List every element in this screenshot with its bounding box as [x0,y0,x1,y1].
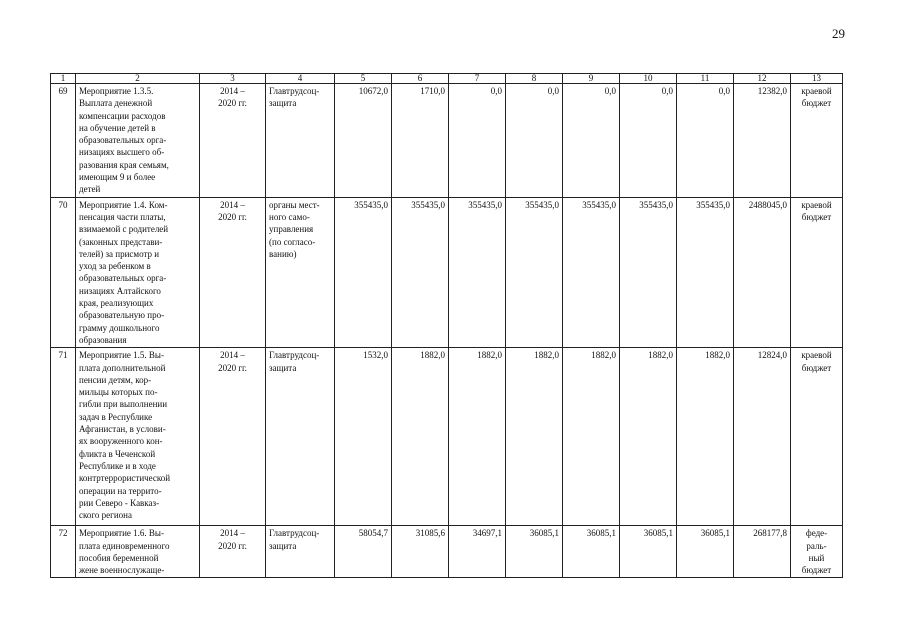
measure-description-line: (законных представи- [79,236,163,247]
column-header: 3 [200,74,266,84]
measure-description-line: имеющим 9 и более [79,172,156,183]
value-cell: 1532,0 [335,348,392,526]
measure-description [76,348,200,526]
measure-description-line: разования края семьям, [79,159,169,170]
executor-line: защита [269,540,297,551]
period-line: 2020 гг. [218,98,247,109]
table-row [51,526,843,578]
value-cell: 2488045,0 [734,197,791,348]
measure-description-line: телей) за присмотр и [79,248,160,259]
table-body [51,74,843,578]
period-line: 2014 – [220,350,245,361]
measure-description-line: образования [79,334,127,345]
measure-description-line: образовательных орга- [79,273,167,284]
executor [266,84,335,198]
measure-description-line: низациях Алтайского [79,285,161,296]
funding-source [791,84,843,198]
executor-line: управления [269,224,314,235]
executor-line: ного само- [269,211,310,222]
measure-description-line: взимаемой с родителей [79,224,169,235]
measure-description-line: Республике и в ходе [79,460,156,471]
period-line: 2020 гг. [218,362,247,373]
period-line: 2014 – [220,86,245,96]
value-cell: 36085,1 [506,526,563,578]
value-cell: 36085,1 [677,526,734,578]
measure-description-line: образовательных орга- [79,135,167,146]
funding-source-line: феде- [805,528,828,539]
value-cell: 58054,7 [335,526,392,578]
column-header: 1 [51,74,76,84]
measure-description [76,526,200,578]
measure-description-line: Мероприятие 1.3.5. [79,86,154,96]
measure-description-line: гибли при выполнении [79,399,168,410]
measure-description-line: операции на террито- [79,485,162,496]
value-cell: 12824,0 [734,348,791,526]
value-cell: 10672,0 [335,84,392,198]
measure-description-line: грамму дошкольного [79,322,160,333]
measure-description-line: рии Северо - Кавказ- [79,497,160,508]
period-line: 2020 гг. [218,540,247,551]
value-cell: 1882,0 [506,348,563,526]
column-header: 6 [392,74,449,84]
period [200,526,266,578]
measure-description-line: Афганистан, в услови- [79,424,166,435]
executor-line: Главтрудсоц- [269,86,320,96]
funding-source-line: бюджет [801,565,832,576]
value-cell: 0,0 [677,84,734,198]
value-cell: 36085,1 [620,526,677,578]
value-cell: 1882,0 [449,348,506,526]
period [200,197,266,348]
measure-description [76,84,200,198]
column-header: 11 [677,74,734,84]
column-header: 8 [506,74,563,84]
measure-description-line: мильцы которых по- [79,387,158,398]
measure-description-line: Мероприятие 1.4. Ком- [79,199,168,210]
value-cell: 1882,0 [392,348,449,526]
funding-source-line: бюджет [801,362,832,373]
column-header: 4 [266,74,335,84]
executor-line: защита [269,362,297,373]
funding-source-line: ный [808,552,825,563]
funding-source [791,197,843,348]
executor-line: Главтрудсоц- [269,350,320,361]
executor [266,526,335,578]
measure-description-line: детей [79,184,101,195]
row-number: 70 [51,197,76,348]
measure-description-line: ях вооруженного кон- [79,436,163,447]
value-cell: 1882,0 [677,348,734,526]
measure-description-line: компенсации расходов [79,110,166,121]
executor-line: органы мест- [269,199,320,210]
measure-description [76,197,200,348]
measure-description-line: образовательную про- [79,310,165,321]
measure-description-line: ского региона [79,510,132,521]
value-cell: 355435,0 [392,197,449,348]
value-cell: 268177,8 [734,526,791,578]
funding-source-line: краевой [801,350,832,361]
budget-table [50,73,843,578]
row-number: 72 [51,526,76,578]
value-cell: 355435,0 [506,197,563,348]
funding-source [791,526,843,578]
measure-description-line: плата единовременного [79,540,170,551]
value-cell: 355435,0 [620,197,677,348]
value-cell: 1882,0 [563,348,620,526]
column-header: 10 [620,74,677,84]
measure-description-line: задач в Республике [79,411,153,422]
measure-description-line: уход за ребенком в [79,261,151,272]
measure-description-line: жене военнослужаще- [79,565,165,576]
value-cell: 355435,0 [677,197,734,348]
period-line: 2020 гг. [218,211,247,222]
table-row [51,348,843,526]
measure-description-line: пособия беременной [79,552,159,563]
value-cell: 31085,6 [392,526,449,578]
table-row [51,197,843,348]
column-header: 7 [449,74,506,84]
column-header: 9 [563,74,620,84]
value-cell: 0,0 [563,84,620,198]
value-cell: 34697,1 [449,526,506,578]
measure-description-line: низациях высшего об- [79,147,165,158]
period [200,84,266,198]
value-cell: 355435,0 [563,197,620,348]
measure-description-line: фликта в Чеченской [79,448,156,459]
executor [266,197,335,348]
funding-source [791,348,843,526]
funding-source-line: краевой [801,86,832,96]
value-cell: 355435,0 [335,197,392,348]
period [200,348,266,526]
measure-description-line: пенсии детям, кор- [79,374,152,385]
executor-line: защита [269,98,297,109]
executor [266,348,335,526]
funding-source-line: краевой [801,199,832,210]
value-cell: 0,0 [449,84,506,198]
column-header: 12 [734,74,791,84]
measure-description-line: Мероприятие 1.6. Вы- [79,528,164,539]
column-header: 2 [76,74,200,84]
row-number: 69 [51,84,76,198]
value-cell: 0,0 [620,84,677,198]
table-row [51,84,843,198]
value-cell: 1710,0 [392,84,449,198]
funding-source-line: раль- [806,540,827,551]
page-number: 29 [832,26,845,41]
measure-description-line: контртеррористической [79,473,171,484]
value-cell: 0,0 [506,84,563,198]
executor-line: (по согласо- [269,236,316,247]
measure-description-line: края, реализующих [79,298,154,309]
value-cell: 12382,0 [734,84,791,198]
executor-line: Главтрудсоц- [269,528,320,539]
measure-description-line: Выплата денежной [79,98,153,109]
value-cell: 1882,0 [620,348,677,526]
funding-source-line: бюджет [801,211,832,222]
measure-description-line: плата дополнительной [79,362,166,373]
funding-source-line: бюджет [801,98,832,109]
column-header: 5 [335,74,392,84]
column-header: 13 [791,74,843,84]
value-cell: 355435,0 [449,197,506,348]
row-number: 71 [51,348,76,526]
executor-line: ванию) [269,248,297,259]
header-row [51,74,843,84]
measure-description-line: Мероприятие 1.5. Вы- [79,350,164,361]
period-line: 2014 – [220,199,245,210]
measure-description-line: на обучение детей в [79,122,156,133]
value-cell: 36085,1 [563,526,620,578]
measure-description-line: пенсация части платы, [79,211,166,222]
period-line: 2014 – [220,528,245,539]
